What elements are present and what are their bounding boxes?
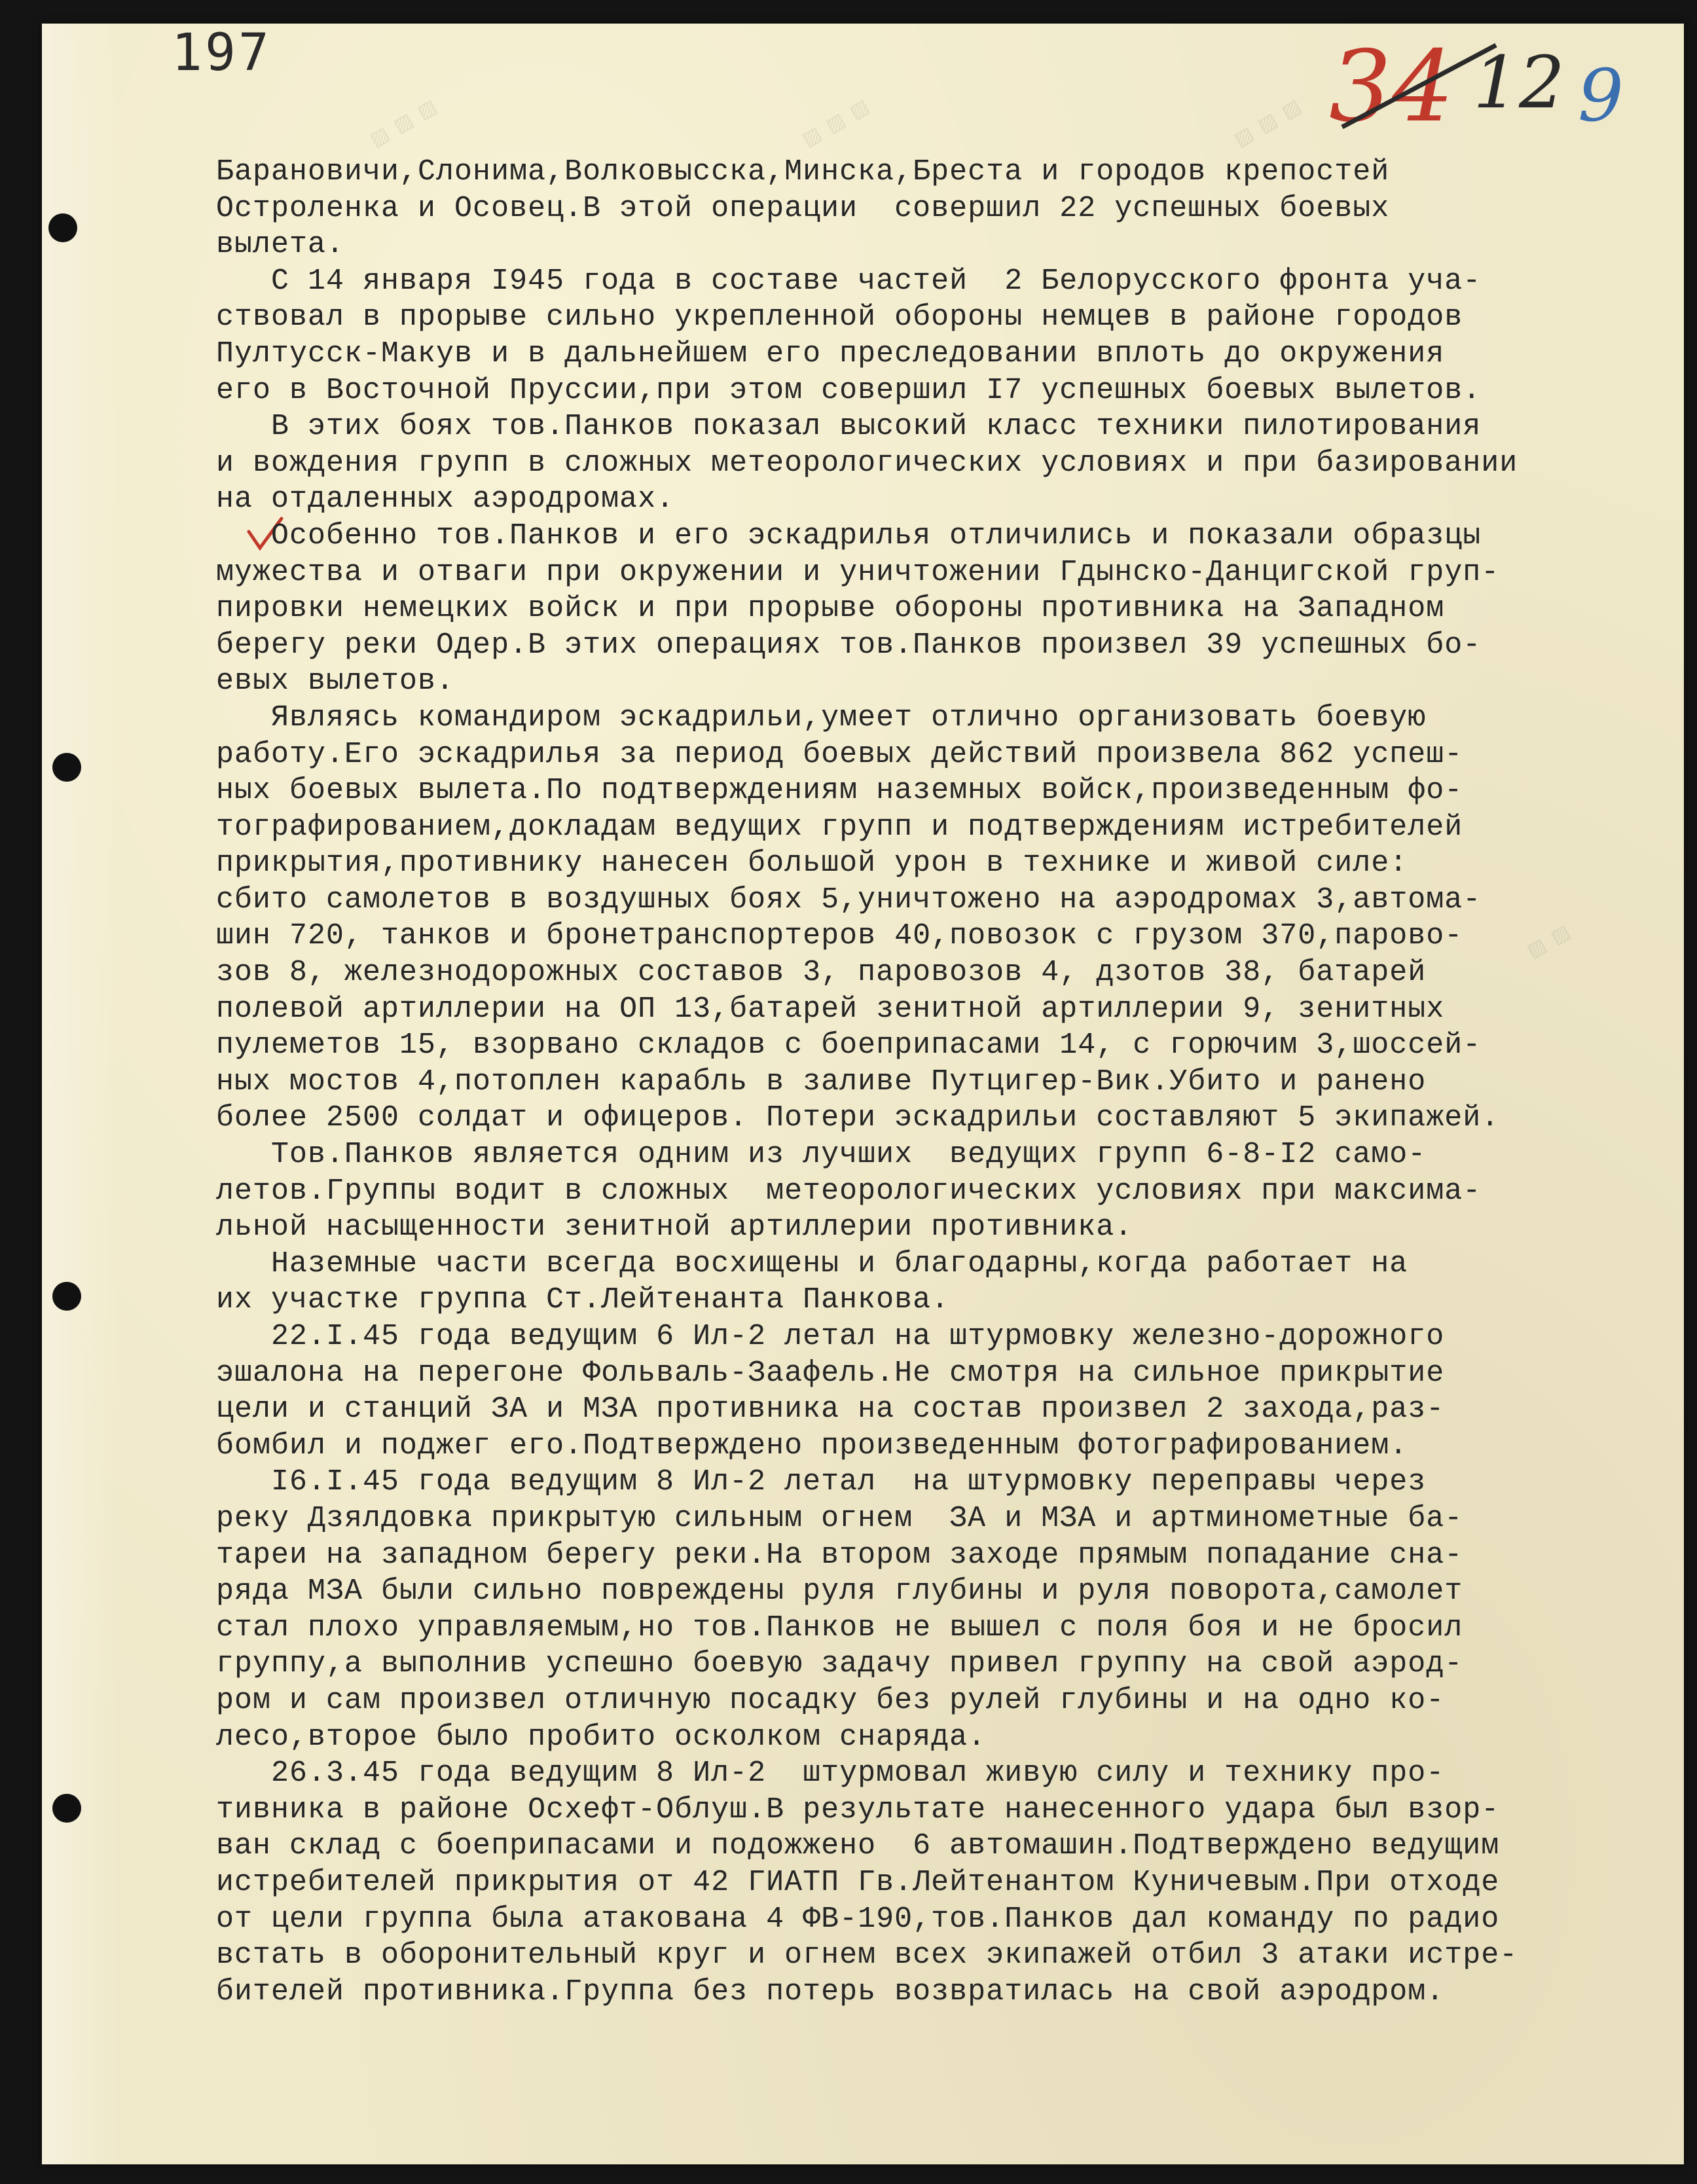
text-line: Особенно тов.Панков и его эскадрилья отличились и показали образцы	[216, 519, 1482, 553]
text-line: бителей противника.Группа без потерь возвратилась на свой аэродром.	[216, 1975, 1445, 2009]
text-line: шин 720, танков и бронетранспортеров 40,повозок с грузом 370,парово-	[216, 919, 1463, 953]
text-line: истребителей прикрытия от 42 ГИАТП Гв.Лейтенантом Куничевым.При отходе	[216, 1865, 1500, 1899]
watermark: ▨ ▨ ▨	[365, 94, 443, 152]
archive-number-blue: 9	[1578, 54, 1624, 137]
text-line: ром и сам произвел отличную посадку без рулей глубины и на одно ко-	[216, 1683, 1445, 1717]
text-line: евых вылетов.	[216, 664, 455, 699]
archive-number-red: 34	[1329, 30, 1454, 144]
text-line: полевой артиллерии на ОП 13,батарей зенитной артиллерии 9, зенитных	[216, 992, 1445, 1026]
text-line: тивника в районе Осхефт-Облуш.В результате нанесенного удара был взор-	[216, 1793, 1500, 1827]
text-line: летов.Группы водит в сложных метеорологических условиях при максима-	[216, 1174, 1482, 1208]
text-line: от цели группа была атакована 4 ФВ-190,тов.Панков дал команду по радио	[216, 1902, 1500, 1936]
text-line: его в Восточной Пруссии,при этом совершил I7 успешных боевых вылетов.	[216, 373, 1482, 407]
text-line: эшалона на перегоне Фольваль-Заафель.Не смотря на сильное прикрытие	[216, 1356, 1445, 1390]
text-line: С 14 января I945 года в составе частей 2 Белорусского фронта уча-	[216, 264, 1482, 298]
watermark: ▨ ▨ ▨	[797, 94, 875, 152]
text-line: ных боевых вылета.По подтверждениям наземных войск,произведенным фо-	[216, 774, 1463, 808]
text-line: ван склад с боеприпасами и подожжено 6 автомашин.Подтверждено ведущим	[216, 1829, 1500, 1863]
text-line: лесо,второе было пробито осколком снаряда.	[216, 1720, 987, 1754]
text-line: цели и станций ЗА и МЗА противника на состав произвел 2 захода,раз-	[216, 1392, 1445, 1427]
text-line: группу,а выполнив успешно боевую задачу привел группу на свой аэрод-	[216, 1647, 1463, 1681]
text-line: 22.I.45 года ведущим 6 Ил-2 летал на штурмовку железно-дорожного	[216, 1320, 1445, 1353]
typed-text-body	[216, 154, 1643, 2066]
watermark: ▨ ▨ ▨	[1230, 94, 1307, 152]
text-line: 26.3.45 года ведущим 8 Ил-2 штурмовал живую силу и технику про-	[216, 1756, 1445, 1791]
text-line: прикрытия,противнику нанесен большой урон в технике и живой силе:	[216, 846, 1408, 881]
archive-number-black: 12	[1473, 41, 1565, 124]
text-line: Наземные части всегда восхищены и благодарны,когда работает на	[216, 1247, 1408, 1281]
punch-hole	[52, 753, 81, 782]
text-line: пировки немецких войск и при прорыве обороны противника на Западном	[216, 592, 1445, 626]
text-line: ствовал в прорыве сильно укрепленной обороны немцев в районе городов	[216, 300, 1463, 335]
text-line: работу.Его эскадрилья за период боевых действий произвела 862 успеш-	[216, 737, 1463, 771]
punch-hole	[52, 1282, 81, 1311]
text-line: и вождения групп в сложных метеорологических условиях и при базировании	[216, 446, 1518, 480]
text-line: зов 8, железнодорожных составов 3, паровозов 4, дзотов 38, батарей	[216, 956, 1427, 990]
text-line: на отдаленных аэродромах.	[216, 482, 675, 517]
text-line	[216, 2010, 1643, 2047]
text-line: их участке группа Ст.Лейтенанта Панкова.	[216, 1283, 950, 1317]
text-line: I6.I.45 года ведущим 8 Ил-2 летал на штурмовку переправы через	[216, 1465, 1427, 1499]
text-line: Тов.Панков является одним из лучших ведущих групп 6-8-I2 само-	[216, 1138, 1427, 1172]
text-line: Барановичи,Слонима,Волковысска,Минска,Бреста и городов крепостей	[216, 155, 1390, 189]
text-line: стал плохо управляемым,но тов.Панков не вышел с поля боя и не бросил	[216, 1611, 1463, 1645]
text-line: ряда МЗА были сильно повреждены руля глубины и руля поворота,самолет	[216, 1574, 1463, 1609]
text-line: мужества и отваги при окружении и уничтожении Гдынско-Данцигской груп-	[216, 555, 1500, 589]
punch-hole	[52, 1794, 81, 1823]
page-number: 197	[172, 24, 272, 82]
text-line: Являясь командиром эскадрильи,умеет отлично организовать боевую	[216, 701, 1427, 735]
text-line: Пултусск-Макув и в дальнейшем его преследовании вплоть до окружения	[216, 337, 1445, 371]
text-line: Остроленка и Осовец.В этой операции совершил 22 успешных боевых	[216, 191, 1390, 225]
text-line: пулеметов 15, взорвано складов с боеприпасами 14, с горючим 3,шоссей-	[216, 1028, 1482, 1063]
text-line: В этих боях тов.Панков показал высокий класс техники пилотирования	[216, 410, 1482, 444]
text-line: льной насыщенности зенитной артиллерии противника.	[216, 1210, 1133, 1245]
text-line: вылета.	[216, 228, 345, 262]
text-line: реку Дзялдовка прикрытую сильным огнем ЗА и МЗА и артминометные ба-	[216, 1501, 1463, 1535]
text-line: берегу реки Одер.В этих операциях тов.Панков произвел 39 успешных бо-	[216, 628, 1482, 662]
page-margin	[42, 24, 120, 2164]
text-line: тареи на западном берегу реки.На втором заходе прямым попадание сна-	[216, 1538, 1463, 1572]
text-line: встать в оборонительный круг и огнем всех экипажей отбил 3 атаки истре-	[216, 1938, 1518, 1973]
watermark: ▨ ▨	[1523, 919, 1576, 963]
archive-sheet-number	[1316, 29, 1656, 147]
text-line: тографированием,докладам ведущих групп и подтверждениям истребителей	[216, 810, 1463, 844]
punch-hole	[48, 213, 77, 242]
text-line: бомбил и поджег его.Подтверждено произведенным фотографированием.	[216, 1429, 1408, 1463]
text-line: сбито самолетов в воздушных боях 5,уничтожено на аэродромах 3,автома-	[216, 883, 1482, 917]
text-line: более 2500 солдат и офицеров. Потери эскадрильи составляют 5 экипажей.	[216, 1101, 1500, 1135]
text-line: ных мостов 4,потоплен карабль в заливе Путцигер-Вик.Убито и ранено	[216, 1065, 1427, 1099]
